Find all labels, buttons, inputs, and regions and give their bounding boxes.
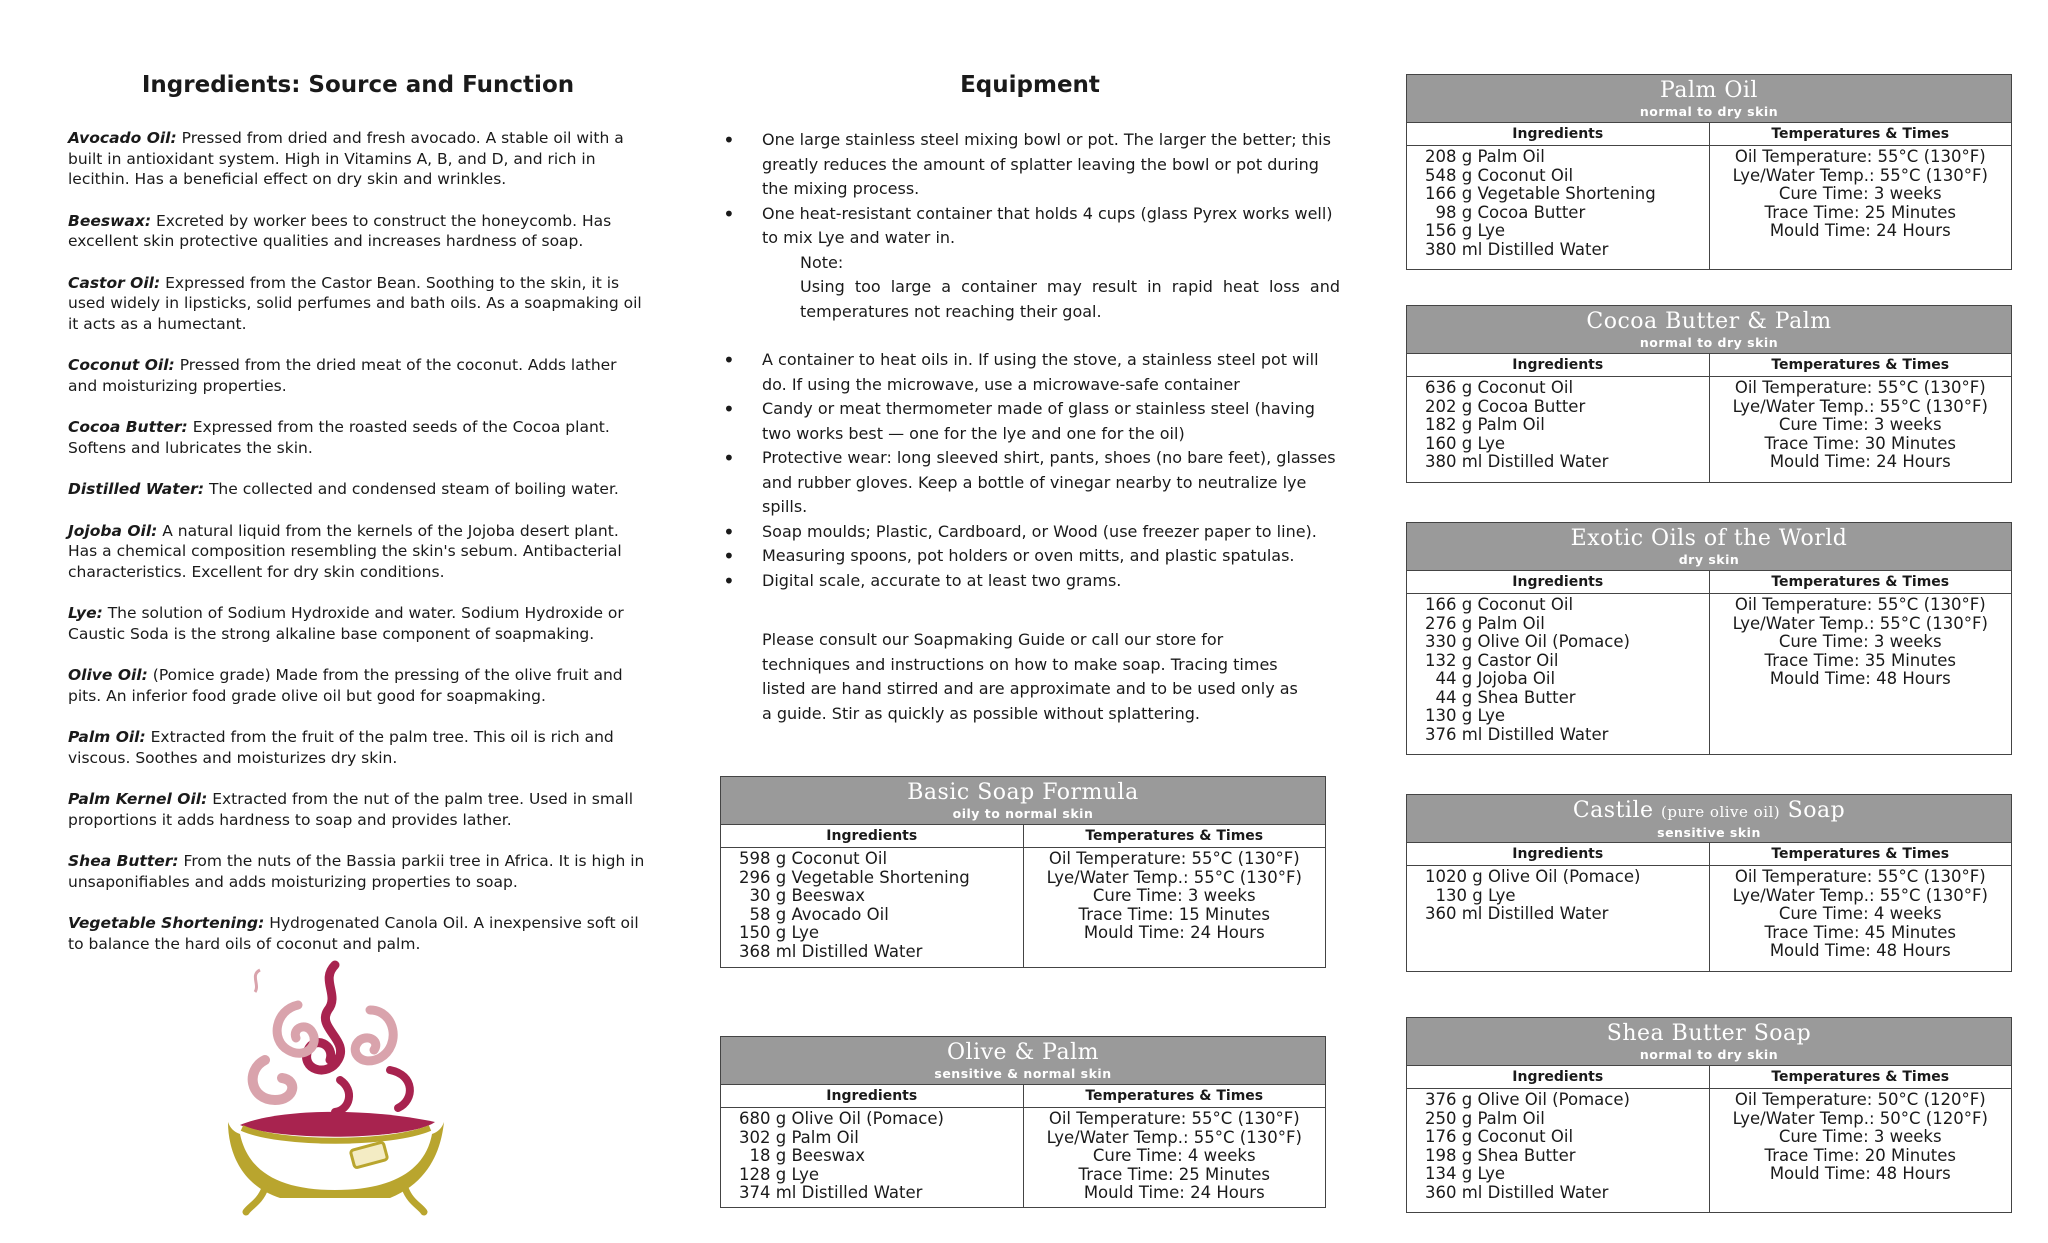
recipe-body <box>1407 594 2011 755</box>
ingredient-name: Olive Oil: <box>68 666 148 684</box>
ingredient-line: 176 g Coconut Oil <box>1425 1127 1574 1146</box>
recipe-header <box>1407 306 2011 354</box>
ingredient-entry <box>68 665 648 706</box>
recipe-body <box>1407 146 2011 270</box>
recipe-column-headers <box>1407 123 2011 146</box>
time-line: Oil Temperature: 55°C (130°F) <box>1048 849 1300 868</box>
ingredient-line: 380 ml Distilled Water <box>1425 239 1609 259</box>
time-line: Trace Time: 45 Minutes <box>1764 922 1956 942</box>
ingredient-description: A natural liquid from the kernels of the Jojoba desert plant. Has a chemical composition resembling the skin's sebum. Antibacterial characteristics. Excellent for dry skin conditions. <box>68 521 622 581</box>
recipe-column-headers <box>1407 571 2011 594</box>
list-item: • A container to heat oils in. If using the stove, a stainless steel pot will do. If using the microwave, use a microwave-safe container <box>720 348 1340 397</box>
recipe-title-end: Soap <box>1787 798 1846 823</box>
time-line: Lye/Water Temp.: 55°C (130°F) <box>1732 165 1988 185</box>
ingredient-line: 166 g Vegetable Shortening <box>1425 184 1656 203</box>
ingredients-title: Ingredients: Source and Function <box>141 72 575 98</box>
recipe-ingredients <box>1407 594 1710 755</box>
ingredient-line: 368 ml Distilled Water <box>739 941 923 961</box>
recipe-ingredients <box>1407 377 1710 483</box>
recipe-title: Shea Butter Soap <box>1606 1021 1812 1046</box>
ingredient-description: The solution of Sodium Hydroxide and water. Sodium Hydroxide or Caustic Soda is the strong alkaline base component of soapmaking. <box>68 604 624 643</box>
recipe-body <box>1407 866 2011 972</box>
ingredient-entry <box>68 913 648 954</box>
ingredients-header: Ingredients <box>1407 354 1710 376</box>
time-line: Lye/Water Temp.: 55°C (130°F) <box>1732 613 1988 633</box>
bathtub-logo <box>220 950 450 1220</box>
temperatures-header: Temperatures & Times <box>1085 1088 1264 1104</box>
list-item: • Candy or meat thermometer made of glass or stainless steel (having two works best — one for the lye and one for the oil) <box>720 397 1340 446</box>
ingredient-name: Coconut Oil: <box>68 356 175 374</box>
ingredient-line: 276 g Palm Oil <box>1425 613 1545 633</box>
ingredient-line: 166 g Coconut Oil <box>1425 595 1574 614</box>
ingredient-name: Jojoba Oil: <box>68 521 158 540</box>
ingredient-line: 18 g Beeswax <box>739 1146 866 1165</box>
recipe-subtitle: sensitive skin <box>1657 825 1761 840</box>
recipe-header <box>721 1037 1325 1085</box>
recipe-subtitle: normal to dry skin <box>1639 335 1779 350</box>
ingredient-line: 598 g Coconut Oil <box>739 849 888 868</box>
ingredient-name: Shea Butter: <box>68 852 179 870</box>
recipe-times <box>1710 146 2012 270</box>
ingredient-line: 680 g Olive Oil (Pomace) <box>739 1109 944 1128</box>
recipe-body <box>721 848 1325 968</box>
ingredient-line: 330 g Olive Oil (Pomace) <box>1425 632 1630 651</box>
recipe-header <box>1407 1018 2011 1066</box>
time-line: Trace Time: 35 Minutes <box>1764 650 1956 670</box>
recipe-title-main: Castile <box>1572 798 1654 823</box>
ingredient-name: Cocoa Butter: <box>68 418 188 436</box>
ingredient-entry <box>68 851 648 892</box>
ingredient-line: 156 g Lye <box>1425 221 1506 240</box>
recipe-subtitle: oily to normal skin <box>952 806 1094 821</box>
ingredient-line: 130 g Lye <box>1425 706 1506 725</box>
ingredient-entry <box>68 521 648 583</box>
time-line: Oil Temperature: 55°C (130°F) <box>1734 867 1986 886</box>
recipe-palm-oil <box>1406 74 2012 270</box>
ingredient-line: 202 g Cocoa Butter <box>1425 396 1586 416</box>
recipe-column-headers <box>1407 843 2011 866</box>
ingredient-description: Extracted from the fruit of the palm tree. This oil is rich and viscous. Soothes and moisturizes dry skin. <box>68 728 614 767</box>
ingredient-line: 548 g Coconut Oil <box>1425 165 1574 185</box>
recipe-title: Basic Soap Formula <box>907 780 1139 805</box>
ingredient-description: Extracted from the nut of the palm tree. Used in small proportions it adds hardness to soap and provides lather. <box>68 790 634 829</box>
recipe-times <box>1024 1108 1326 1208</box>
time-line: Oil Temperature: 55°C (130°F) <box>1734 595 1986 614</box>
ingredient-name: Palm Kernel Oil: <box>68 790 208 808</box>
time-line: Oil Temperature: 55°C (130°F) <box>1734 378 1986 397</box>
ingredient-description: (Pomice grade) Made from the pressing of the olive fruit and pits. An inferior food grade olive oil but good for soapmaking. <box>68 666 623 705</box>
recipe-title: Palm Oil <box>1660 78 1758 103</box>
recipe-ingredients <box>1407 1089 1710 1213</box>
time-line: Cure Time: 3 weeks <box>1778 1127 1942 1146</box>
ingredient-line: 296 g Vegetable Shortening <box>739 867 970 887</box>
recipe-ingredients <box>721 1108 1024 1208</box>
equipment-list <box>720 128 1340 593</box>
ingredient-name: Avocado Oil: <box>68 129 177 147</box>
ingredient-entry <box>68 789 648 830</box>
ingredient-line: 30 g Beeswax <box>739 886 866 905</box>
recipe-basic-soap <box>720 776 1326 968</box>
time-line: Mould Time: 48 Hours <box>1769 669 1951 688</box>
ingredient-line: 198 g Shea Butter <box>1425 1145 1576 1165</box>
time-line: Cure Time: 4 weeks <box>1778 904 1942 923</box>
consult-paragraph: Please consult our Soapmaking Guide or call our store for techniques and instructions on how to make soap. Tracing times listed are hand stirred and are approximate and to be used only as a guide. Stir as quickly as possible without splattering. <box>762 630 1298 723</box>
recipe-column-headers <box>721 825 1325 848</box>
recipe-subtitle: normal to dry skin <box>1639 1047 1779 1062</box>
recipe-ingredients <box>1407 146 1710 270</box>
list-item: • Measuring spoons, pot holders or oven mitts, and plastic spatulas. <box>720 544 1340 569</box>
ingredient-line: 44 g Jojoba Oil <box>1425 669 1556 688</box>
recipe-shea-butter-soap <box>1406 1017 2012 1213</box>
ingredient-entry <box>68 603 648 644</box>
ingredients-list <box>68 128 648 975</box>
recipe-body <box>721 1108 1325 1208</box>
recipe-cocoa-butter-palm <box>1406 305 2012 483</box>
ingredient-description: From the nuts of the Bassia parkii tree in Africa. It is high in unsaponifiables and adds moisturizing properties to soap. <box>68 852 645 891</box>
ingredient-line: 376 ml Distilled Water <box>1425 724 1609 744</box>
time-line: Oil Temperature: 50°C (120°F) <box>1734 1090 1986 1109</box>
ingredient-description: Expressed from the roasted seeds of the Cocoa plant. Softens and lubricates the skin. <box>68 418 610 457</box>
ingredient-line: 380 ml Distilled Water <box>1425 452 1609 471</box>
ingredients-header: Ingredients <box>721 825 1024 847</box>
ingredient-line: 98 g Cocoa Butter <box>1425 202 1586 222</box>
recipe-column-headers <box>1407 354 2011 377</box>
ingredient-line: 208 g Palm Oil <box>1425 147 1545 166</box>
list-item: • Protective wear: long sleeved shirt, pants, shoes (no bare feet), glasses and rubber gloves. Keep a bottle of vinegar nearby to neutralize lye spills. <box>720 446 1340 520</box>
recipe-ingredients <box>1407 866 1710 972</box>
ingredients-header: Ingredients <box>1407 571 1710 593</box>
time-line: Oil Temperature: 55°C (130°F) <box>1048 1109 1300 1128</box>
ingredient-description: Expressed from the Castor Bean. Soothing to the skin, it is used widely in lipsticks, solid perfumes and bath oils. As a soapmaking oil it acts as a humectant. <box>68 273 642 333</box>
ingredient-line: 128 g Lye <box>739 1164 820 1184</box>
ingredients-header: Ingredients <box>1407 1066 1710 1088</box>
note-text: Using too large a container may result in rapid heat loss and temperatures not reaching their goal. <box>800 277 1340 321</box>
ingredient-description: Pressed from the dried meat of the coconut. Adds lather and moisturizing properties. <box>68 356 617 395</box>
recipe-ingredients <box>721 848 1024 968</box>
recipe-body <box>1407 1089 2011 1213</box>
time-line: Cure Time: 4 weeks <box>1092 1146 1256 1165</box>
ingredient-line: 132 g Castor Oil <box>1425 650 1559 670</box>
recipe-body <box>1407 377 2011 483</box>
recipe-exotic-oils <box>1406 522 2012 755</box>
recipe-title <box>1407 798 2011 825</box>
ingredient-line: 636 g Coconut Oil <box>1425 378 1574 397</box>
ingredient-name: Palm Oil: <box>68 728 146 746</box>
recipe-castile-soap <box>1406 794 2012 972</box>
list-item: • One heat-resistant container that holds 4 cups (glass Pyrex works well) to mix Lye and water in. <box>720 202 1340 251</box>
recipe-title: Exotic Oils of the World <box>1570 526 1848 551</box>
recipe-title: Olive & Palm <box>947 1040 1099 1065</box>
equipment-title: Equipment <box>960 72 1100 98</box>
ingredient-entry <box>68 479 648 500</box>
time-line: Trace Time: 30 Minutes <box>1764 433 1956 453</box>
temperatures-header: Temperatures & Times <box>1771 574 1950 590</box>
temperatures-header: Temperatures & Times <box>1771 1069 1950 1085</box>
recipe-times <box>1710 377 2012 483</box>
list-item: • One large stainless steel mixing bowl or pot. The larger the better; this greatly reduces the amount of splatter leaving the bowl or pot during the mixing process. <box>720 128 1340 202</box>
time-line: Lye/Water Temp.: 50°C (120°F) <box>1732 1108 1988 1128</box>
ingredient-entry <box>68 128 648 190</box>
ingredient-entry <box>68 211 648 252</box>
temperatures-header: Temperatures & Times <box>1771 357 1950 373</box>
recipe-subtitle: normal to dry skin <box>1639 104 1779 119</box>
ingredient-description: The collected and condensed steam of boiling water. <box>208 480 619 498</box>
recipe-header <box>721 777 1325 825</box>
recipe-times <box>1710 594 2012 755</box>
ingredients-header: Ingredients <box>1407 123 1710 145</box>
time-line: Trace Time: 25 Minutes <box>1764 202 1956 222</box>
ingredient-line: 182 g Palm Oil <box>1425 415 1545 434</box>
recipe-times <box>1710 866 2012 972</box>
time-line: Cure Time: 3 weeks <box>1778 184 1942 203</box>
time-line: Mould Time: 24 Hours <box>1769 221 1951 240</box>
time-line: Mould Time: 24 Hours <box>1769 452 1951 471</box>
time-line: Mould Time: 48 Hours <box>1769 1164 1951 1183</box>
ingredient-name: Lye: <box>68 604 103 622</box>
ingredient-line: 150 g Lye <box>739 923 820 942</box>
recipe-times <box>1710 1089 2012 1213</box>
time-line: Lye/Water Temp.: 55°C (130°F) <box>1732 885 1988 905</box>
temperatures-header: Temperatures & Times <box>1771 846 1950 862</box>
ingredient-line: 1020 g Olive Oil (Pomace) <box>1425 867 1641 886</box>
time-line: Trace Time: 25 Minutes <box>1078 1164 1270 1184</box>
recipe-header <box>1407 795 2011 843</box>
list-item: • Soap moulds; Plastic, Cardboard, or Wood (use freezer paper to line). <box>720 520 1340 545</box>
ingredient-description: Excreted by worker bees to construct the honeycomb. Has excellent skin protective qualities and increases hardness of soap. <box>68 211 612 250</box>
ingredient-line: 302 g Palm Oil <box>739 1127 859 1147</box>
recipe-column-headers <box>721 1085 1325 1108</box>
recipe-title: Cocoa Butter & Palm <box>1586 309 1832 334</box>
ingredient-line: 130 g Lye <box>1425 885 1516 905</box>
recipe-header <box>1407 75 2011 123</box>
recipe-header <box>1407 523 2011 571</box>
time-line: Lye/Water Temp.: 55°C (130°F) <box>1046 867 1302 887</box>
ingredient-name: Castor Oil: <box>68 273 161 292</box>
recipe-times <box>1024 848 1326 968</box>
ingredient-line: 250 g Palm Oil <box>1425 1108 1545 1128</box>
ingredient-name: Distilled Water: <box>68 480 205 498</box>
ingredient-description: Hydrogenated Canola Oil. A inexpensive soft oil to balance the hard oils of coconut and palm. <box>68 914 639 953</box>
ingredients-header: Ingredients <box>721 1085 1024 1107</box>
time-line: Trace Time: 15 Minutes <box>1078 904 1270 924</box>
recipe-column-headers <box>1407 1066 2011 1089</box>
recipe-subtitle: dry skin <box>1678 552 1740 567</box>
temperatures-header: Temperatures & Times <box>1771 126 1950 142</box>
ingredient-description: Pressed from dried and fresh avocado. A stable oil with a built in antioxidant system. High in Vitamins A, B, and D, and rich in lecithin. Has a beneficial effect on dry skin and wrinkles. <box>68 129 624 188</box>
ingredient-line: 44 g Shea Butter <box>1425 687 1576 707</box>
ingredient-entry <box>68 355 648 396</box>
note-label: Note: <box>800 252 844 272</box>
time-line: Trace Time: 20 Minutes <box>1764 1145 1956 1165</box>
ingredient-line: 376 g Olive Oil (Pomace) <box>1425 1090 1630 1109</box>
time-line: Cure Time: 3 weeks <box>1778 632 1942 651</box>
time-line: Cure Time: 3 weeks <box>1778 415 1942 434</box>
list-item: • Digital scale, accurate to at least two grams. <box>720 569 1340 594</box>
ingredient-name: Beeswax: <box>68 211 152 230</box>
ingredient-line: 360 ml Distilled Water <box>1425 1182 1609 1202</box>
time-line: Lye/Water Temp.: 55°C (130°F) <box>1732 396 1988 416</box>
ingredient-line: 160 g Lye <box>1425 433 1506 453</box>
ingredient-line: 360 ml Distilled Water <box>1425 904 1609 923</box>
temperatures-header: Temperatures & Times <box>1085 828 1264 844</box>
ingredient-line: 374 ml Distilled Water <box>739 1183 923 1202</box>
recipe-subtitle: sensitive & normal skin <box>934 1066 1112 1081</box>
ingredients-header: Ingredients <box>1407 843 1710 865</box>
time-line: Oil Temperature: 55°C (130°F) <box>1734 147 1986 166</box>
time-line: Mould Time: 24 Hours <box>1083 1183 1265 1202</box>
recipe-olive-palm <box>720 1036 1326 1208</box>
ingredient-name: Vegetable Shortening: <box>68 914 265 932</box>
ingredient-entry <box>68 727 648 768</box>
ingredient-entry <box>68 273 648 335</box>
time-line: Mould Time: 48 Hours <box>1769 941 1951 960</box>
recipe-title-note: (pure olive oil) <box>1661 803 1781 821</box>
ingredient-line: 58 g Avocado Oil <box>739 904 889 924</box>
time-line: Cure Time: 3 weeks <box>1092 886 1256 905</box>
ingredient-entry <box>68 417 648 458</box>
ingredient-line: 134 g Lye <box>1425 1164 1506 1183</box>
time-line: Lye/Water Temp.: 55°C (130°F) <box>1046 1127 1302 1147</box>
time-line: Mould Time: 24 Hours <box>1083 923 1265 942</box>
